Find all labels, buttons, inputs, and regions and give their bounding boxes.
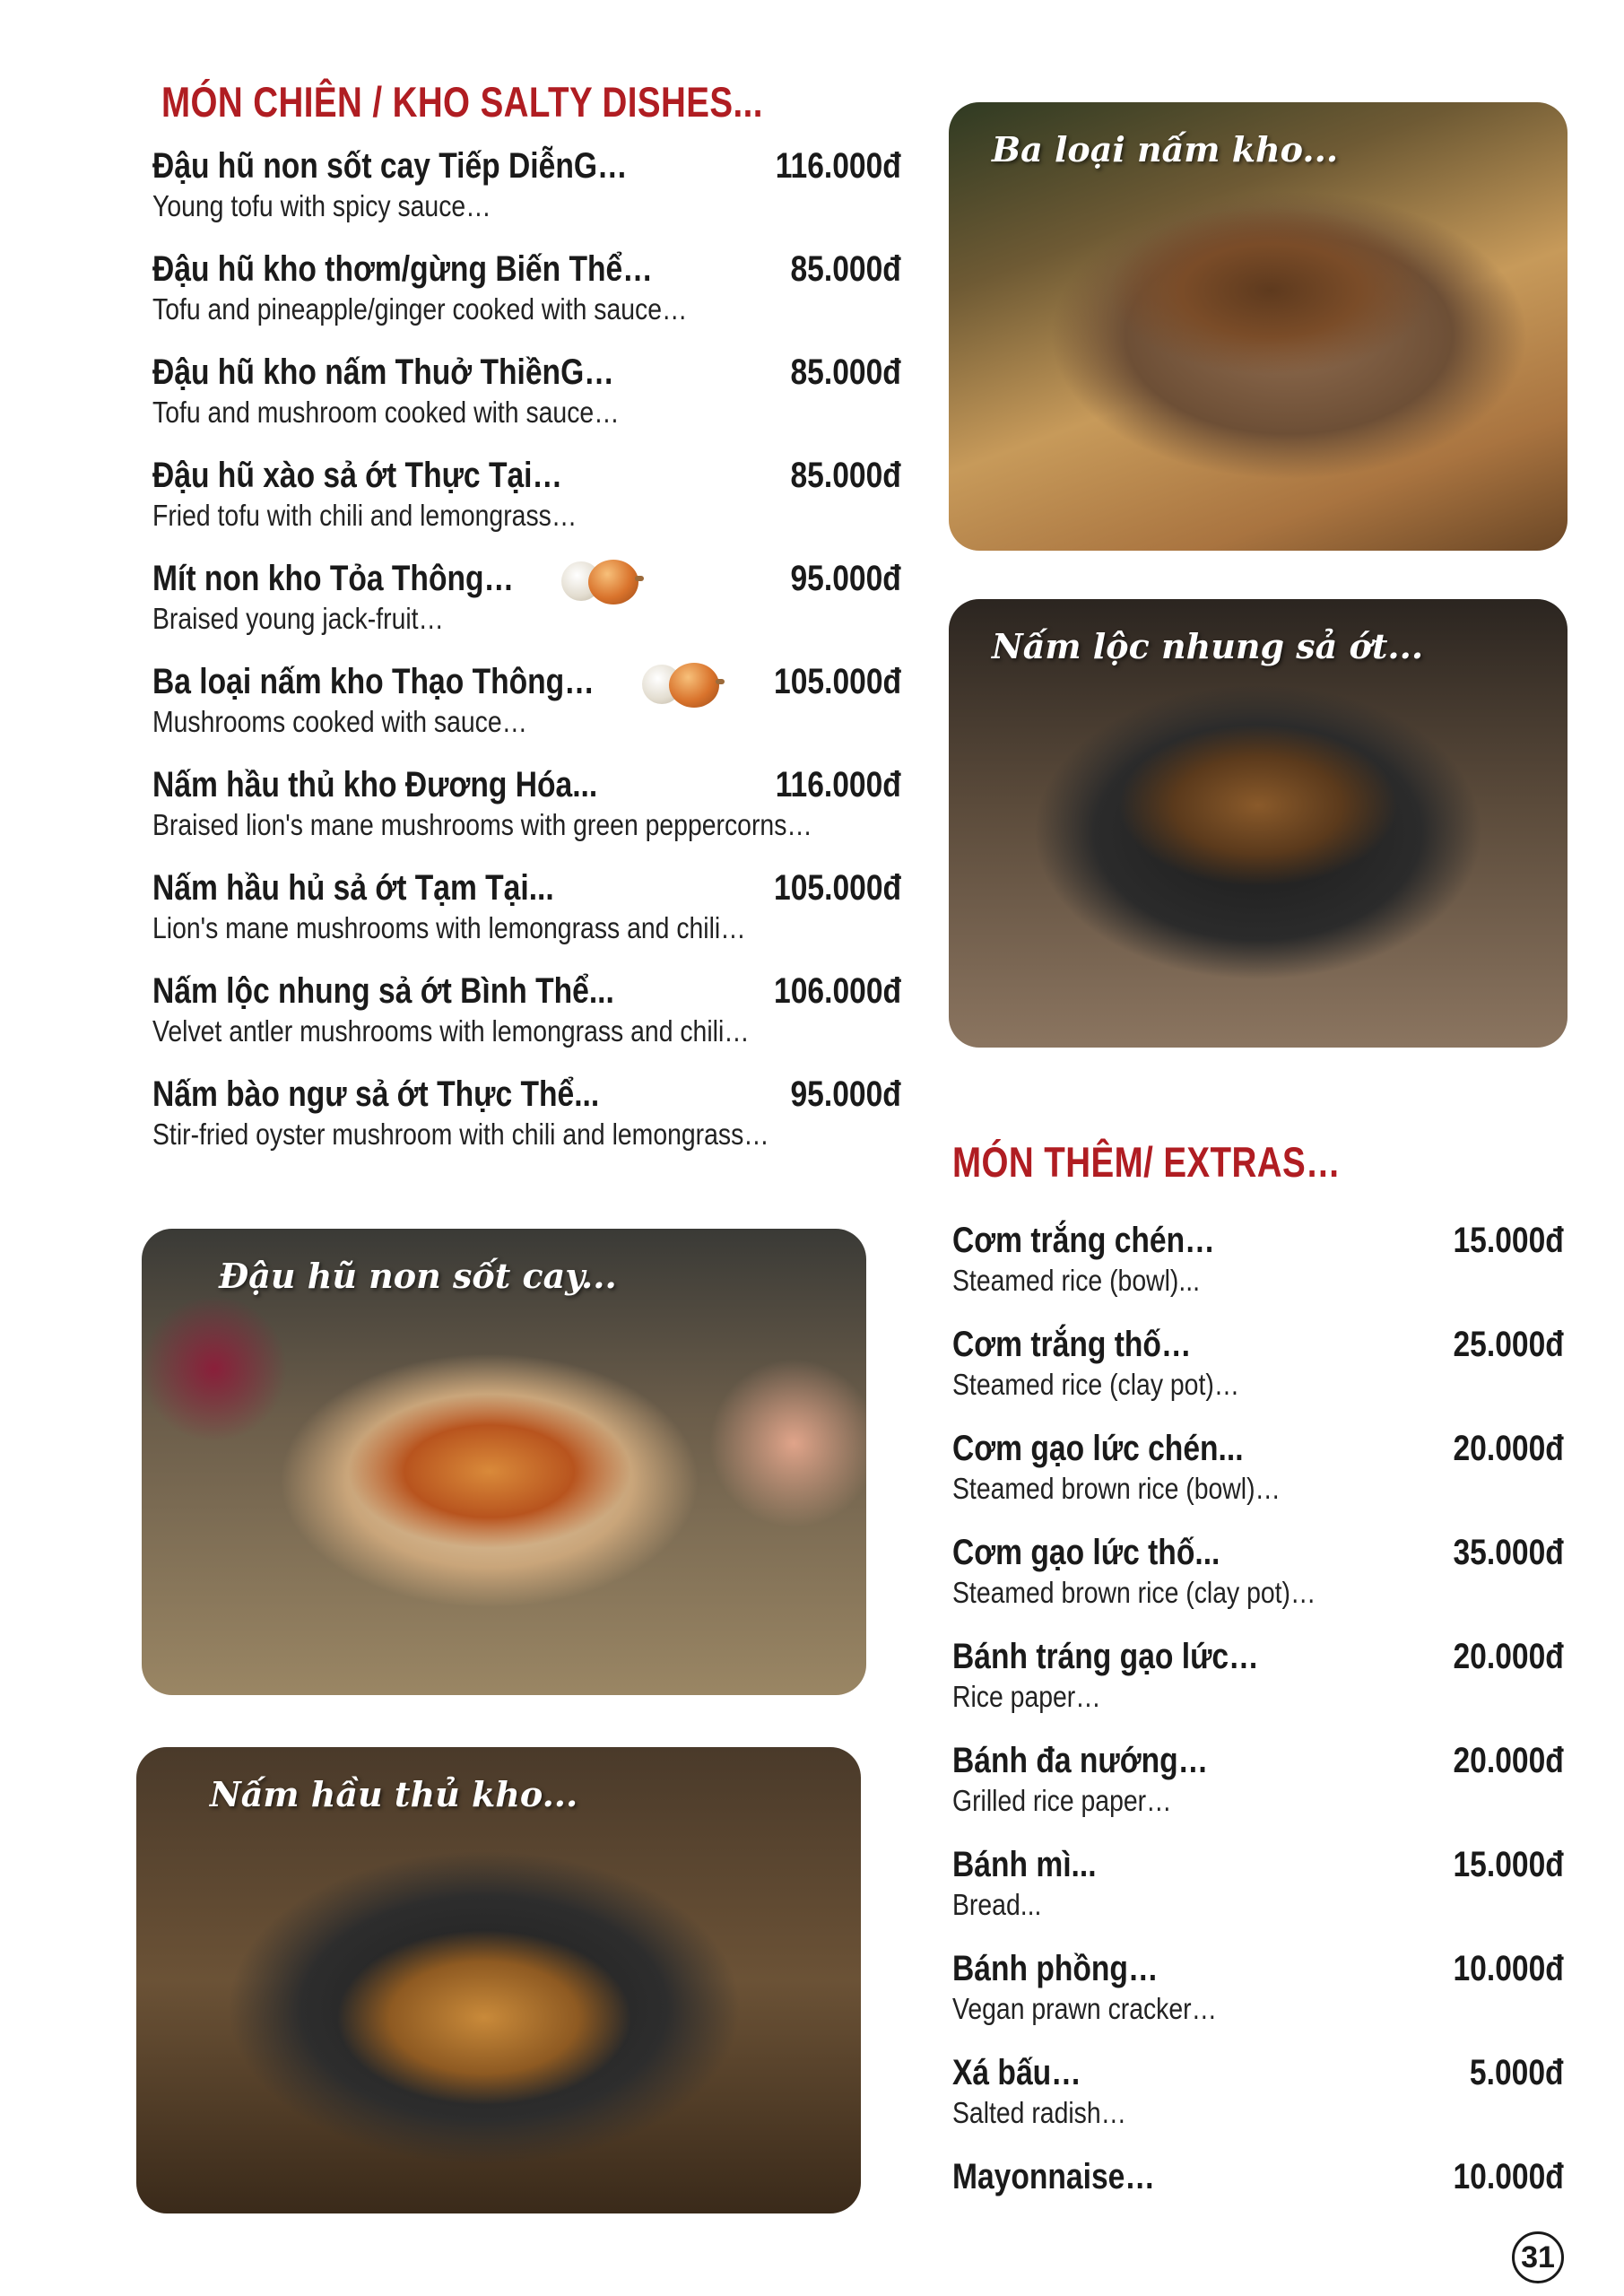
item-description: Steamed brown rice (bowl)… <box>952 1472 1281 1505</box>
menu-item <box>952 1530 1564 1634</box>
item-name: Ba loại nấm kho Thạo Thông… <box>152 662 595 701</box>
item-description: Steamed brown rice (clay pot)… <box>952 1576 1316 1609</box>
item-price: 85.000đ <box>790 249 901 289</box>
item-price: 116.000đ <box>775 765 901 804</box>
item-price: 106.000đ <box>774 971 901 1011</box>
item-description: Tofu and pineapple/ginger cooked with sauce… <box>152 292 688 326</box>
extras-list <box>952 1218 1564 2258</box>
photo-caption: Nấm hầu thủ kho... <box>210 1774 578 1814</box>
menu-item <box>152 556 901 659</box>
item-description: Bread... <box>952 1888 1042 1921</box>
item-price: 35.000đ <box>1453 1533 1564 1572</box>
item-name: Đậu hũ kho thơm/gừng Biến Thể… <box>152 249 653 289</box>
item-price: 116.000đ <box>775 146 901 186</box>
item-name: Mayonnaise… <box>952 2157 1155 2196</box>
photo-caption: Ba loại nấm kho... <box>992 129 1339 170</box>
page-number: 31 <box>1512 2231 1564 2283</box>
item-description: Braised lion's mane mushrooms with green peppercorns… <box>152 808 812 841</box>
item-description: Stir-fried oyster mushroom with chili and lemongrass… <box>152 1118 769 1151</box>
menu-item <box>152 1072 901 1175</box>
item-name: Bánh tráng gạo lức… <box>952 1637 1259 1676</box>
menu-item <box>152 144 901 247</box>
menu-item <box>952 1218 1564 1322</box>
menu-item <box>152 865 901 969</box>
photo-caption: Đậu hũ non sốt cay... <box>219 1256 617 1296</box>
item-name: Cơm trắng chén… <box>952 1221 1215 1260</box>
item-description: Vegan prawn cracker… <box>952 1992 1217 2025</box>
tofu-soup-photo <box>142 1229 866 1695</box>
menu-item <box>952 1946 1564 2050</box>
menu-item <box>152 453 901 556</box>
item-name: Bánh mì... <box>952 1845 1097 1884</box>
item-price: 85.000đ <box>790 352 901 392</box>
extras-title: MÓN THÊM/ EXTRAS… <box>952 1138 1342 1186</box>
item-description: Steamed rice (clay pot)… <box>952 1368 1240 1401</box>
item-name: Cơm gạo lức chén... <box>952 1429 1244 1468</box>
item-description: Rice paper… <box>952 1680 1101 1713</box>
menu-item <box>152 762 901 865</box>
item-price: 95.000đ <box>790 559 901 598</box>
item-name: Bánh phồng… <box>952 1949 1159 1988</box>
onion-icon <box>561 552 644 606</box>
item-name: Nấm hầu hủ sả ớt Tạm Tại... <box>152 868 554 908</box>
item-description: Young tofu with spicy sauce… <box>152 189 491 222</box>
menu-item <box>952 1738 1564 1842</box>
item-name: Nấm hầu thủ kho Đương Hóa... <box>152 765 598 804</box>
lions-mane-photo <box>136 1747 861 2213</box>
item-name: Đậu hũ non sốt cay Tiếp DiễnG… <box>152 146 628 186</box>
item-description: Braised young jack-fruit… <box>152 602 444 635</box>
item-name: Cơm gạo lức thố... <box>952 1533 1220 1572</box>
menu-item <box>952 2050 1564 2154</box>
menu-item <box>952 2154 1564 2258</box>
item-description: Salted radish… <box>952 2096 1127 2129</box>
item-price: 20.000đ <box>1453 1429 1564 1468</box>
item-price: 10.000đ <box>1453 2157 1564 2196</box>
menu-item <box>952 1322 1564 1426</box>
item-price: 5.000đ <box>1470 2053 1564 2092</box>
item-name: Đậu hũ kho nấm Thuở ThiềnG… <box>152 352 614 392</box>
item-price: 20.000đ <box>1453 1637 1564 1676</box>
item-description: Tofu and mushroom cooked with sauce… <box>152 396 620 429</box>
item-name: Đậu hũ xào sả ớt Thực Tại… <box>152 456 563 495</box>
menu-item <box>152 659 901 762</box>
item-description: Steamed rice (bowl)... <box>952 1264 1201 1297</box>
item-name: Cơm trắng thố… <box>952 1325 1192 1364</box>
menu-item <box>952 1842 1564 1946</box>
antler-mushroom-photo <box>949 599 1568 1048</box>
onion-icon <box>642 656 725 709</box>
item-price: 25.000đ <box>1453 1325 1564 1364</box>
item-price: 20.000đ <box>1453 1741 1564 1780</box>
menu-item <box>152 350 901 453</box>
menu-item <box>152 247 901 350</box>
item-description: Fried tofu with chili and lemongrass… <box>152 499 578 532</box>
item-name: Mít non kho Tỏa Thông… <box>152 559 515 598</box>
mushroom-pot-photo <box>949 102 1568 551</box>
item-price: 105.000đ <box>774 662 901 701</box>
item-name: Xá bấu… <box>952 2053 1081 2092</box>
item-description: Velvet antler mushrooms with lemongrass and chili… <box>152 1014 750 1048</box>
item-price: 10.000đ <box>1453 1949 1564 1988</box>
item-name: Nấm bào ngư sả ớt Thực Thể... <box>152 1074 600 1114</box>
item-price: 85.000đ <box>790 456 901 495</box>
photo-caption: Nấm lộc nhung sả ớt... <box>992 626 1424 666</box>
menu-item <box>152 969 901 1072</box>
salty-dishes-title: MÓN CHIÊN / KHO SALTY DISHES... <box>161 78 763 126</box>
item-description: Grilled rice paper… <box>952 1784 1172 1817</box>
item-price: 15.000đ <box>1453 1221 1564 1260</box>
item-price: 95.000đ <box>790 1074 901 1114</box>
item-description: Mushrooms cooked with sauce… <box>152 705 528 738</box>
item-name: Nấm lộc nhung sả ớt Bình Thể... <box>152 971 614 1011</box>
item-description: Lion's mane mushrooms with lemongrass and chili… <box>152 911 746 944</box>
menu-item <box>952 1634 1564 1738</box>
item-name: Bánh đa nướng… <box>952 1741 1209 1780</box>
item-price: 15.000đ <box>1453 1845 1564 1884</box>
salty-dishes-list <box>152 144 901 1175</box>
menu-item <box>952 1426 1564 1530</box>
item-price: 105.000đ <box>774 868 901 908</box>
